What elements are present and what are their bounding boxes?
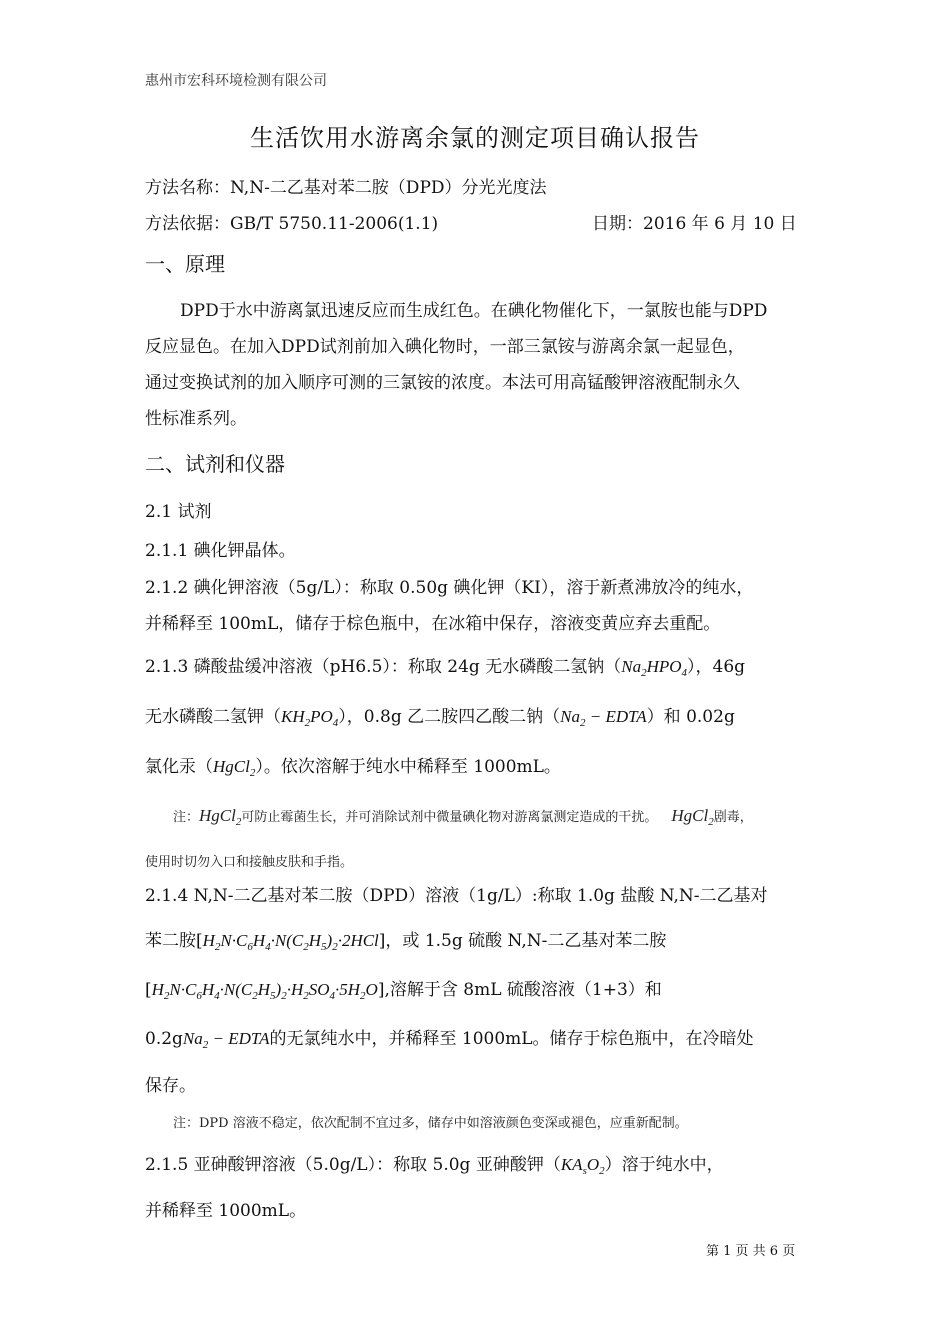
item-2-1-3-line-2: 无水磷酸二氢钾$(KH_2PO_4)$，0.8g 乙二胺四乙酸二钠（$Na_2$ − EDTA）和 0.02g	[145, 707, 735, 729]
company-header: 惠州市宏科环境检测有限公司	[145, 73, 327, 89]
item-2-1-2-line-1: 2.1.2 碘化钾溶液（5g/L）：称取 0.50g 碘化钾（KI），溶于新煮沸放冷的纯水，	[145, 578, 754, 598]
principle-line-3: 通过变换试剂的加入顺序可测的三氯铵的浓度。本法可用高锰酸钾溶液配制永久	[145, 373, 740, 393]
formula-dpd-sulfate: $H_2N\cdot C_6H_4\cdot N(C_2H_5)_2\cdot H_2SO_4\cdot 5H_2O$	[151, 980, 378, 1002]
item-2-1-4-line-4: 0.2gNa$_2$ − EDTA的无氯纯水中，并稀释至 1000mL。储存于棕色瓶中，在冷暗处	[145, 1029, 754, 1051]
note-hgcl2-line-1: 注：HgCl$_2$可防止霉菌生长，并可消除试剂中微量碘化物对游离氯测定造成的干扰。 HgCl$_2$剧毒，	[173, 806, 753, 828]
item-2-1-5-line-1: 2.1.5 亚砷酸钾溶液（5.0g/L）：称取 5.0g 亚砷酸钾$(KA_sO_2)$溶于纯水中，	[145, 1155, 724, 1177]
item-2-1-5-line-2: 并稀释至 1000mL。	[145, 1201, 307, 1221]
formula-kh2po4: $KH_2PO_4$	[281, 707, 339, 729]
formula-na2-edta: $Na_2$ − EDTA	[182, 1029, 270, 1051]
formula-hgcl2: HgCl$_2$	[213, 757, 256, 779]
formula-na2-edta: $Na_2$ − EDTA	[560, 707, 647, 729]
formula-na2hpo4: $Na_2HPO_4$	[621, 657, 688, 679]
subsection-2-1: 2.1 试剂	[145, 502, 212, 522]
principle-line-4: 性标准系列。	[145, 409, 247, 429]
item-2-1-4-line-3: $[H_2N\cdot C_6H_4\cdot N(C_2H_5)_2\cdot H_2SO_4\cdot 5H_2O]$,溶解于含 8mL 硫酸溶液（1+3）和	[145, 980, 662, 1002]
section-heading-reagents: 二、试剂和仪器	[145, 452, 285, 476]
item-2-1-3-line-3: 氯化汞（HgCl$_2$）。依次溶解于纯水中稀释至 1000mL。	[145, 757, 561, 779]
item-2-1-1: 2.1.1 碘化钾晶体。	[145, 541, 296, 561]
method-basis: 方法依据：GB/T 5750.11-2006(1.1)	[145, 214, 439, 234]
item-2-1-2-line-2: 并稀释至 100mL，储存于棕色瓶中，在冰箱中保存，溶液变黄应弃去重配。	[145, 614, 721, 634]
formula-hgcl2: HgCl$_2$	[199, 806, 242, 828]
page-title: 生活饮用水游离余氯的测定项目确认报告	[250, 124, 700, 152]
report-date: 日期：2016 年 6 月 10 日	[592, 214, 797, 234]
method-name: 方法名称：N,N-二乙基对苯二胺（DPD）分光光度法	[145, 178, 547, 198]
item-2-1-3-line-1: 2.1.3 磷酸盐缓冲溶液（pH6.5）：称取 24g 无水磷酸二氢钠$(Na_2HPO_4)$，46g	[145, 657, 746, 679]
page-number: 第 1 页 共 6 页	[706, 1244, 796, 1259]
formula-hgcl2: HgCl$_2$	[671, 806, 714, 828]
section-heading-principle: 一、原理	[145, 252, 225, 276]
principle-line-1: DPD于水中游离氯迅速反应而生成红色。在碘化物催化下，一氯胺也能与DPD	[180, 301, 768, 321]
item-2-1-4-line-1: 2.1.4 N,N-二乙基对苯二胺（DPD）溶液（1g/L）:称取 1.0g 盐酸 N,N-二乙基对	[145, 886, 768, 906]
item-2-1-4-line-5: 保存。	[145, 1076, 196, 1096]
formula-kaso2: $KA_sO_2$	[560, 1155, 605, 1177]
item-2-1-4-line-2: 苯二胺$[H_2N\cdot C_6H_4\cdot N(C_2H_5)_2\cdot 2HCl]$，或 1.5g 硫酸 N,N-二乙基对苯二胺	[145, 931, 667, 953]
note-hgcl2-line-2: 使用时切勿入口和接触皮肤和手指。	[145, 855, 354, 870]
note-dpd: 注：DPD 溶液不稳定，依次配制不宜过多，储存中如溶液颜色变深或褪色，应重新配制。	[173, 1116, 688, 1131]
formula-dpd-hcl: $H_2N\cdot C_6H_4\cdot N(C_2H_5)_2\cdot 2HCl$	[202, 931, 379, 953]
principle-line-2: 反应显色。在加入DPD试剂前加入碘化物时，一部三氯铵与游离余氯一起显色，	[145, 337, 745, 357]
